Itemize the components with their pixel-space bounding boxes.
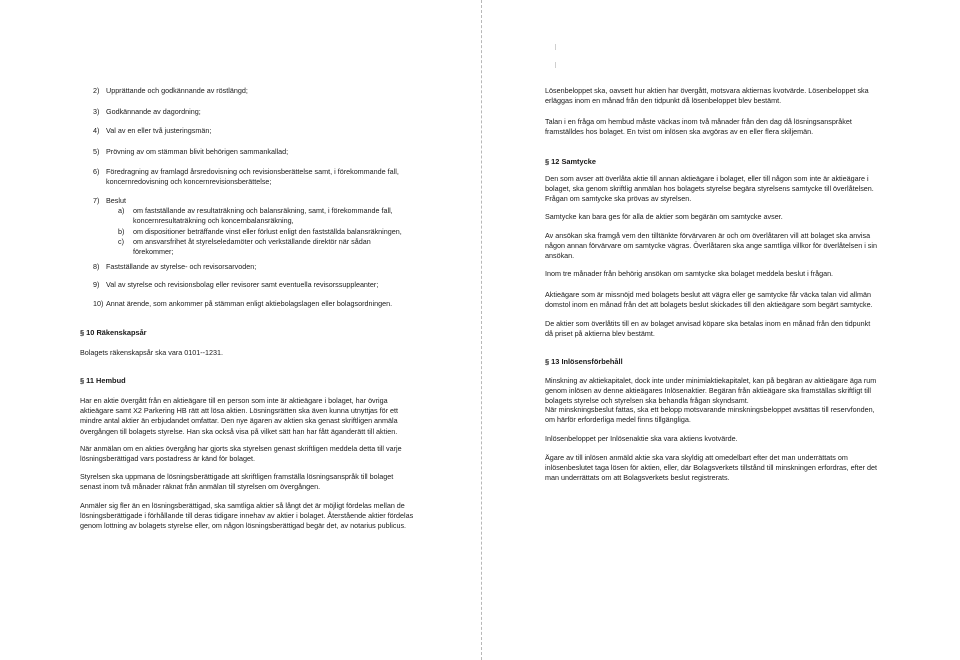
section-paragraph: Minskning av aktiekapitalet, dock inte under minimiaktiekapitalet, kan på begäran av aktieägare äga rum genom inlösen av denne aktieägares Inlösenaktier. Begäran från aktieägare ska framställas skriftligt till bolagets styrelse och styrelsen ska behandla frågan skyndsamt. xyxy=(545,376,877,406)
sub-item-label: b) xyxy=(118,227,125,236)
agenda-item: Godkännande av dagordning; xyxy=(106,107,201,116)
agenda-number: 4) xyxy=(93,126,100,135)
agenda-number: 10) xyxy=(93,299,104,308)
agenda-item: Val av en eller två justeringsmän; xyxy=(106,126,212,135)
sub-item-text: om fastställande av resultaträkning och balansräkning, samt, i förekommande fall, koncernresultaträkning och koncernbalansräkning, xyxy=(133,206,393,226)
sub-item-text: om ansvarsfrihet åt styrelseledamöter och verkställande direktör när sådan förekommer; xyxy=(133,237,371,257)
agenda-item: Val av styrelse och revisionsbolag eller revisorer samt eventuella revisorssuppleanter; xyxy=(106,280,379,289)
section-paragraph: Aktieägare som är missnöjd med bolagets beslut att vägra eller ge samtycke får väcka talan vid allmän domstol inom en månad från det att bolagets beslut skickades till den aktieägare som begärt samtycke. xyxy=(545,290,873,310)
agenda-item: Annat ärende, som ankommer på stämman enligt aktiebolagslagen eller bolagsordningen. xyxy=(106,299,393,308)
section-heading-samtycke: § 12 Samtycke xyxy=(545,157,596,166)
section-paragraph: De aktier som överlåtits till en av bolaget anvisad köpare ska betalas inom en månad från den tidpunkt då priset på aktierna blev bestämt. xyxy=(545,319,871,339)
sub-item-label: c) xyxy=(118,237,124,246)
agenda-item: Fastställande av styrelse- och revisorsarvoden; xyxy=(106,262,257,271)
agenda-number: 2) xyxy=(93,86,100,95)
section-paragraph: När minskningsbeslut fattas, ska ett belopp motsvarande minskningsbeloppet avsättas till reservfonden, om härför erforderliga medel finns tillgängliga. xyxy=(545,405,875,425)
section-paragraph: Samtycke kan bara ges för alla de aktier som begärän om samtycke avser. xyxy=(545,212,783,221)
agenda-item: Prövning av om stämman blivit behörigen sammankallad; xyxy=(106,147,289,156)
section-paragraph: Av ansökan ska framgå vem den tilltänkte förvärvaren är och om överlåtaren vill att bolaget ska anvisa någon annan förvärvare om samtycke vägras. Överlåtaren ska ange samtliga villkor för överlåtelsen i sin ansökan. xyxy=(545,231,877,261)
section-heading-inlosensforbehall: § 13 Inlösensförbehåll xyxy=(545,357,623,366)
sub-item-text: om dispositioner beträffande vinst eller förlust enligt den fastställda balansräkningen, xyxy=(133,227,402,236)
section-text: Bolagets räkenskapsår ska vara 0101--1231. xyxy=(80,348,224,357)
section-paragraph: Talan i en fråga om hembud måste väckas inom två månader från den dag då lösningsanspråket framställdes hos bolaget. En tvist om inlösen ska avgöras av en eller flera skiljemän. xyxy=(545,117,852,137)
scan-mark xyxy=(555,44,556,50)
section-paragraph: Ägare av till inlösen anmäld aktie ska vara skyldig att omedelbart efter det man underrättats om inlösenbeslutet taga lösen för aktien, eller, där Bolagsverkets tillstånd till minskningen erfordras, efter det man underrättats om att Bolagsverkets beslut registrerats. xyxy=(545,453,878,483)
sub-item-label: a) xyxy=(118,206,125,215)
section-paragraph: Har en aktie övergått från en aktieägare till en person som inte är aktieägare i bolaget, har övriga aktieägare samt X2 Parkering HB rätt att lösa aktien. Lösningsrätten ska även kunna utnyttjas för ett mindre antal aktier än erbjudandet omfattar. Den nye ägaren av aktien ska genast skriftligen anmäla övergången till bolagets styrelse. Han ska också visa på vilket sätt han har fått äganderätt till aktien. xyxy=(80,396,399,436)
agenda-number: 6) xyxy=(93,167,100,176)
right-page xyxy=(480,0,960,660)
section-heading-rakenskapsar: § 10 Räkenskapsår xyxy=(80,328,147,337)
agenda-number: 8) xyxy=(93,262,100,271)
agenda-item: Föredragning av framlagd årsredovisning och revisionsberättelse samt, i förekommande fall, koncernredovisning och koncernrevisionsberättelse; xyxy=(106,167,399,187)
agenda-number: 9) xyxy=(93,280,100,289)
section-paragraph: Anmäler sig fler än en lösningsberättigad, ska samtliga aktier så långt det är möjligt fördelas mellan de lösningsberättigade i förhållande till deras tidigare innehav av aktier i bolaget. Återstående aktier fördelas genom lottning av bolagets styrelse eller, om någon lösningsberättigad begär det, av notarius publicus. xyxy=(80,501,414,531)
section-paragraph: Styrelsen ska uppmana de lösningsberättigade att skriftligen framställa lösningsanspråk till bolaget senast inom två månader räknat från anmälan till styrelsen om övergången. xyxy=(80,472,394,492)
agenda-number: 7) xyxy=(93,196,100,205)
scan-mark xyxy=(555,62,556,68)
section-heading-hembud: § 11 Hembud xyxy=(80,376,126,385)
section-paragraph: Inom tre månader från behörig ansökan om samtycke ska bolaget meddela beslut i frågan. xyxy=(545,269,834,278)
agenda-number: 3) xyxy=(93,107,100,116)
section-paragraph: När anmälan om en akties övergång har gjorts ska styrelsen genast skriftligen meddela detta till varje lösningsberättigad vars postadress är känd för bolaget. xyxy=(80,444,402,464)
section-paragraph: Lösenbeloppet ska, oavsett hur aktien har övergått, motsvara aktiernas kvotvärde. Lösenbeloppet ska erläggas inom en månad från den tidpunkt då lösenbeloppet blev bestämt. xyxy=(545,86,869,106)
agenda-number: 5) xyxy=(93,147,100,156)
agenda-item: Beslut xyxy=(106,196,126,205)
agenda-item: Upprättande och godkännande av röstlängd; xyxy=(106,86,248,95)
section-paragraph: Den som avser att överlåta aktie till annan aktieägare i bolaget, eller till någon som inte är aktieägare i bolaget, ska genom skriftlig anmälan hos bolagets styrelse begära styrelsens samtycke till överlåtelsen. Frågan om samtycke ska prövas av styrelsen. xyxy=(545,174,874,204)
section-paragraph: Inlösenbeloppet per Inlösenaktie ska vara aktiens kvotvärde. xyxy=(545,434,738,443)
